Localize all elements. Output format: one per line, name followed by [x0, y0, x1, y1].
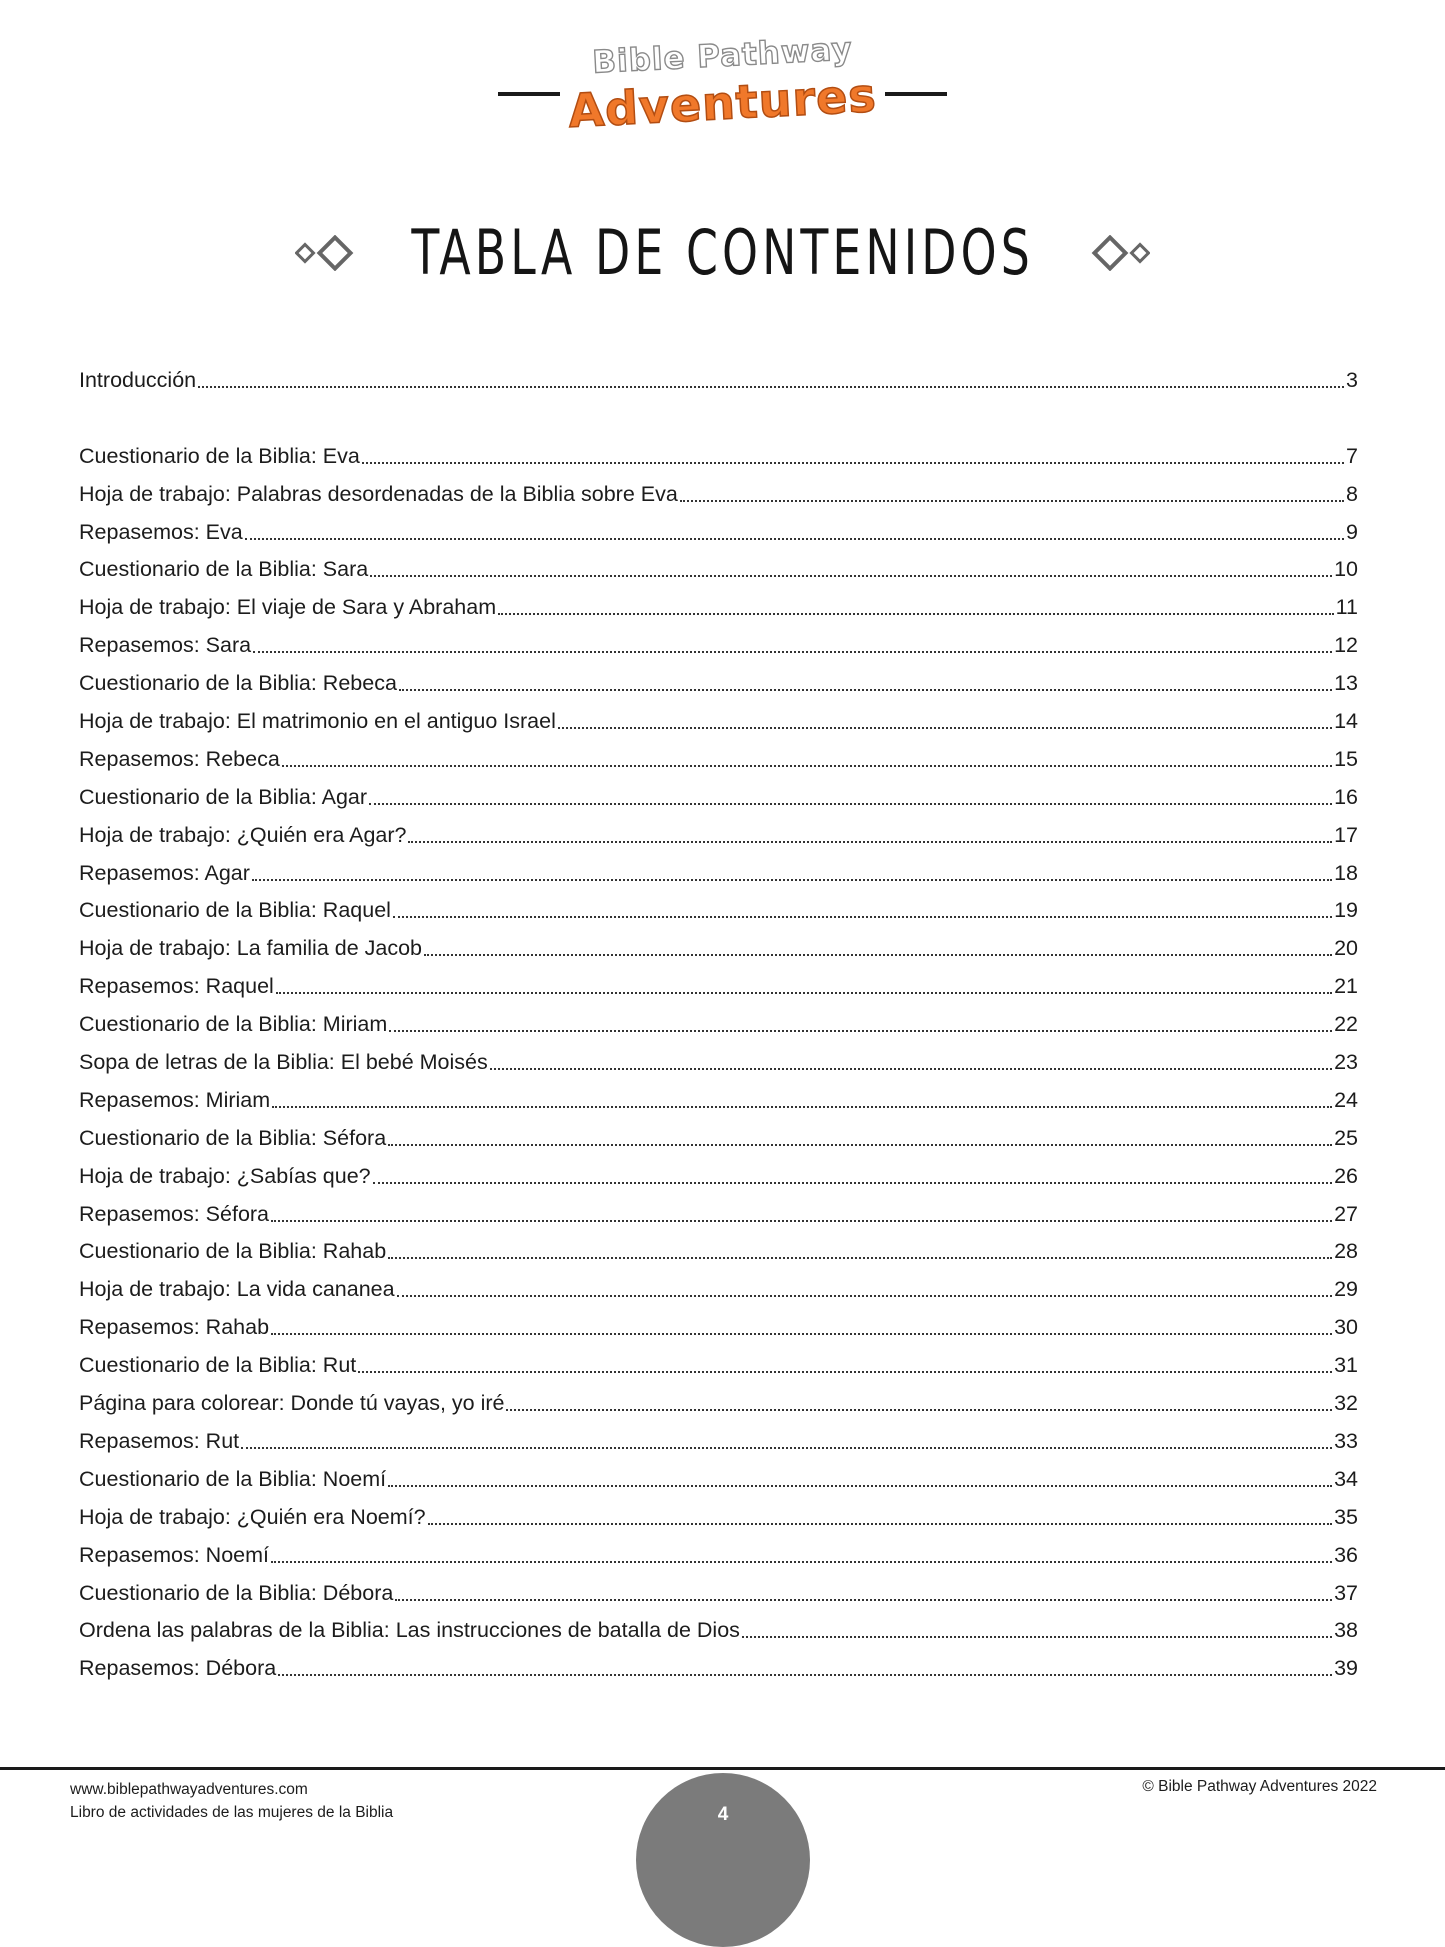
toc-entry: [79, 740, 1358, 778]
toc-dot-leader: [680, 500, 1344, 502]
toc-entry-label: Repasemos: Raquel: [79, 974, 274, 999]
toc-entry-label: Hoja de trabajo: El viaje de Sara y Abraham: [79, 595, 497, 620]
toc-entry-page: 18: [1334, 860, 1358, 885]
toc-entry-label: Sopa de letras de la Biblia: El bebé Moisés: [79, 1050, 488, 1075]
toc-dot-leader: [498, 613, 1334, 615]
toc-entry-page: 33: [1334, 1428, 1358, 1453]
toc-entry-label: Cuestionario de la Biblia: Rebeca: [79, 671, 397, 696]
toc-entry: [79, 1005, 1358, 1043]
toc-entry: [79, 1649, 1358, 1687]
toc-entry-page: 36: [1334, 1542, 1358, 1567]
page-number: 4: [717, 1804, 729, 1825]
toc-entry-label: Hoja de trabajo: Palabras desordenadas de la Biblia sobre Eva: [79, 481, 678, 506]
toc-entry-page: 27: [1334, 1201, 1358, 1226]
logo-line-1: Bible Pathway: [591, 31, 854, 81]
page-number-circle: [636, 1773, 810, 1947]
toc-entry: [79, 1270, 1358, 1308]
toc-entry-page: 31: [1334, 1353, 1358, 1378]
toc-entry-label: Repasemos: Séfora: [79, 1201, 270, 1226]
header-rule-right: [885, 92, 947, 96]
toc-entry: [79, 664, 1358, 702]
toc-entry-label: Repasemos: Rebeca: [79, 746, 280, 771]
toc-dot-leader: [408, 841, 1332, 843]
footer-left: [70, 1778, 393, 1824]
toc-entry: [79, 1536, 1358, 1574]
toc-dot-leader: [252, 879, 1332, 881]
toc-entry-page: 13: [1334, 671, 1358, 696]
toc-entry-page: 21: [1334, 974, 1358, 999]
diamond-ornament-left-icon: [295, 235, 357, 271]
toc-entry-page: 7: [1346, 443, 1358, 468]
toc-entry: [79, 588, 1358, 626]
toc-dot-leader: [388, 1144, 1332, 1146]
toc-dot-leader: [389, 1030, 1332, 1032]
toc-dot-leader: [358, 1371, 1332, 1373]
toc-entry: [79, 816, 1358, 854]
toc-entry-label: Cuestionario de la Biblia: Miriam: [79, 1012, 388, 1037]
toc-entry-label: Hoja de trabajo: La familia de Jacob: [79, 936, 423, 961]
toc-entry: [79, 1422, 1358, 1460]
toc-entry-page: 16: [1334, 784, 1358, 809]
footer-divider: [0, 1767, 1445, 1770]
toc-entry-label: Cuestionario de la Biblia: Eva: [79, 443, 360, 468]
toc-entry: [79, 854, 1358, 892]
toc-entry: [79, 1498, 1358, 1536]
title-block: [0, 216, 1445, 289]
toc-entry-label: Ordena las palabras de la Biblia: Las instrucciones de batalla de Dios: [79, 1618, 740, 1643]
table-of-contents: [79, 361, 1358, 1687]
toc-entry-label: Cuestionario de la Biblia: Rahab: [79, 1239, 387, 1264]
toc-dot-leader: [198, 386, 1344, 388]
toc-entry-page: 26: [1334, 1163, 1358, 1188]
toc-dot-leader: [370, 575, 1332, 577]
page-title: TABLA DE CONTENIDOS: [411, 216, 1034, 289]
diamond-ornament-right-icon: [1088, 235, 1150, 271]
toc-dot-leader: [278, 1674, 1332, 1676]
toc-dot-leader: [271, 1220, 1332, 1222]
toc-entry-label: Repasemos: Débora: [79, 1656, 277, 1681]
toc-entry-label: Cuestionario de la Biblia: Rut: [79, 1353, 357, 1378]
toc-entry-page: 15: [1334, 746, 1358, 771]
toc-entry-label: Cuestionario de la Biblia: Séfora: [79, 1125, 387, 1150]
toc-entry-label: Repasemos: Sara: [79, 633, 252, 658]
toc-entry-page: 20: [1334, 936, 1358, 961]
toc-entry-page: 10: [1334, 557, 1358, 582]
toc-entry-label: Hoja de trabajo: ¿Quién era Noemí?: [79, 1504, 426, 1529]
toc-dot-leader: [241, 1447, 1332, 1449]
toc-entry-page: 37: [1334, 1580, 1358, 1605]
toc-dot-leader: [395, 1599, 1332, 1601]
toc-entry: [79, 1308, 1358, 1346]
toc-entry-page: 24: [1334, 1087, 1358, 1112]
toc-entry: [79, 1157, 1358, 1195]
toc-entry-label: Página para colorear: Donde tú vayas, yo iré: [79, 1391, 505, 1416]
toc-entry-label: Hoja de trabajo: ¿Quién era Agar?: [79, 822, 407, 847]
toc-entry-label: Cuestionario de la Biblia: Agar: [79, 784, 368, 809]
toc-dot-leader: [373, 1182, 1332, 1184]
toc-entry-page: 38: [1334, 1618, 1358, 1643]
toc-entry-page: 39: [1334, 1656, 1358, 1681]
toc-entry-label: Repasemos: Rut: [79, 1428, 240, 1453]
toc-dot-leader: [282, 765, 1332, 767]
toc-dot-leader: [424, 954, 1332, 956]
toc-entry-label: Cuestionario de la Biblia: Sara: [79, 557, 369, 582]
toc-entry: [79, 513, 1358, 551]
toc-entry-label: Repasemos: Miriam: [79, 1087, 271, 1112]
toc-dot-leader: [388, 1257, 1332, 1259]
toc-entry: [79, 475, 1358, 513]
toc-entry: [79, 967, 1358, 1005]
toc-entry-label: Cuestionario de la Biblia: Noemí: [79, 1466, 387, 1491]
toc-entry-page: 32: [1334, 1391, 1358, 1416]
toc-dot-leader: [742, 1636, 1332, 1638]
toc-entry-page: 30: [1334, 1315, 1358, 1340]
toc-dot-leader: [506, 1409, 1332, 1411]
toc-entry: [79, 437, 1358, 475]
toc-dot-leader: [271, 1561, 1332, 1563]
toc-entry-label: Repasemos: Agar: [79, 860, 250, 885]
toc-entry-page: 14: [1334, 709, 1358, 734]
toc-entry-page: 35: [1334, 1504, 1358, 1529]
toc-entry-page: 23: [1334, 1050, 1358, 1075]
toc-entry-label: Hoja de trabajo: El matrimonio en el antiguo Israel: [79, 709, 556, 734]
header-logo: [0, 30, 1445, 140]
toc-entry: [79, 1119, 1358, 1157]
toc-entry: [79, 892, 1358, 930]
toc-dot-leader: [245, 538, 1344, 540]
toc-entry-label: Repasemos: Noemí: [79, 1542, 269, 1567]
toc-entry: [79, 361, 1358, 399]
toc-entry-page: 29: [1334, 1277, 1358, 1302]
toc-entry-page: 9: [1346, 519, 1358, 544]
toc-entry: [79, 551, 1358, 589]
toc-entry-page: 17: [1334, 822, 1358, 847]
toc-entry: [79, 1574, 1358, 1612]
footer-book-title: Libro de actividades de las mujeres de la Biblia: [70, 1804, 394, 1821]
toc-entry-page: 8: [1346, 481, 1358, 506]
toc-entry: [79, 1081, 1358, 1119]
toc-entry-page: 3: [1346, 367, 1358, 392]
toc-dot-leader: [399, 689, 1332, 691]
toc-entry: [79, 626, 1358, 664]
toc-entry: [79, 1233, 1358, 1271]
toc-entry-page: 28: [1334, 1239, 1358, 1264]
toc-entry-page: 22: [1334, 1012, 1358, 1037]
toc-entry-page: 12: [1334, 633, 1358, 658]
toc-dot-leader: [369, 803, 1332, 805]
toc-entry: [79, 1460, 1358, 1498]
toc-entry-page: 11: [1335, 595, 1358, 620]
toc-dot-leader: [253, 651, 1332, 653]
toc-entry-label: Cuestionario de la Biblia: Débora: [79, 1580, 394, 1605]
toc-entry: [79, 1043, 1358, 1081]
toc-dot-leader: [393, 916, 1332, 918]
toc-entry: [79, 702, 1358, 740]
toc-dot-leader: [362, 462, 1344, 464]
toc-entry: [79, 929, 1358, 967]
toc-dot-leader: [276, 992, 1332, 994]
footer-copyright: © Bible Pathway Adventures 2022: [1142, 1778, 1377, 1795]
toc-entry: [79, 1612, 1358, 1650]
toc-entry: [79, 1195, 1358, 1233]
toc-entry-label: Repasemos: Eva: [79, 519, 243, 544]
toc-entry-label: Hoja de trabajo: La vida cananea: [79, 1277, 395, 1302]
toc-entry-page: 19: [1334, 898, 1358, 923]
toc-dot-leader: [490, 1068, 1332, 1070]
toc-entry-label: Cuestionario de la Biblia: Raquel: [79, 898, 391, 923]
footer-website: www.biblepathwayadventures.com: [70, 1781, 308, 1798]
toc-entry: [79, 1346, 1358, 1384]
toc-entry: [79, 778, 1358, 816]
toc-entry-page: 34: [1334, 1466, 1358, 1491]
toc-entry: [79, 1384, 1358, 1422]
toc-dot-leader: [558, 727, 1332, 729]
toc-dot-leader: [397, 1295, 1333, 1297]
toc-dot-leader: [388, 1485, 1332, 1487]
toc-entry-label: Hoja de trabajo: ¿Sabías que?: [79, 1163, 371, 1188]
logo-line-2: Adventures: [567, 67, 878, 139]
toc-entry-label: Repasemos: Rahab: [79, 1315, 270, 1340]
toc-dot-leader: [428, 1523, 1333, 1525]
toc-dot-leader: [271, 1333, 1332, 1335]
toc-dot-leader: [272, 1106, 1332, 1108]
toc-entry-page: 25: [1334, 1125, 1358, 1150]
toc-entry-label: Introducción: [79, 367, 197, 392]
